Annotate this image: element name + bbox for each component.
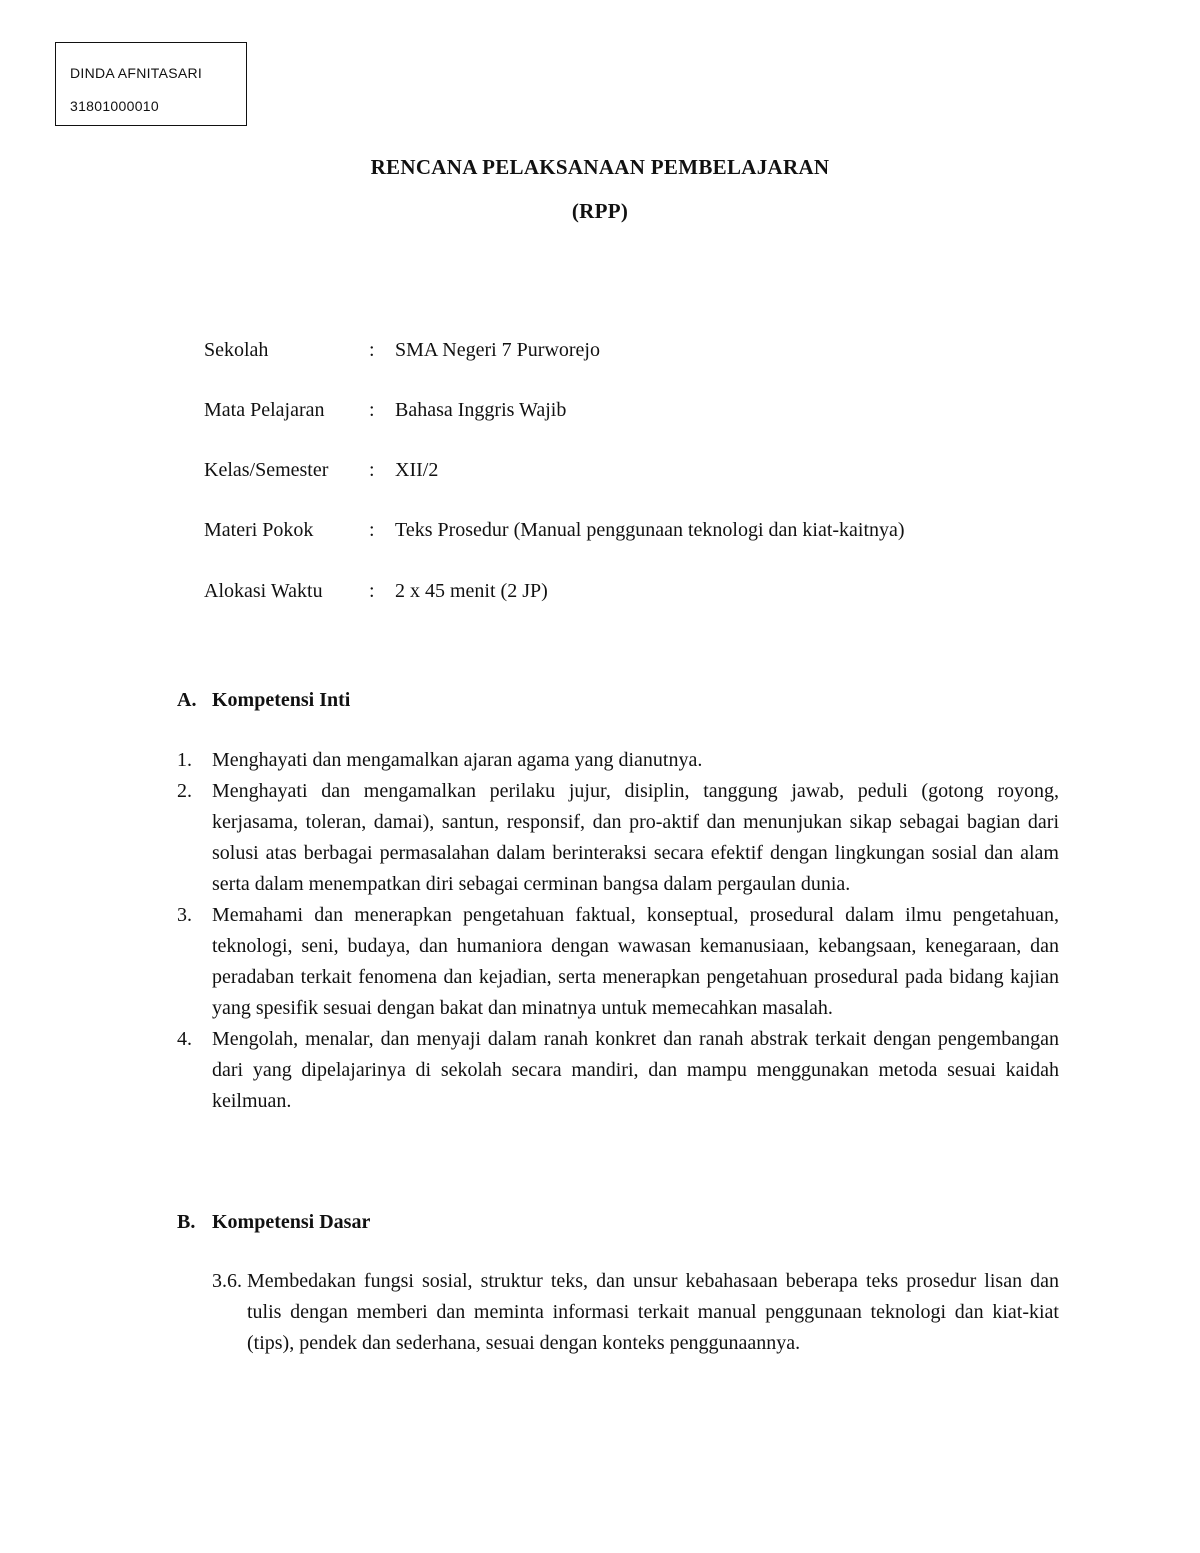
info-value: XII/2	[395, 459, 439, 481]
info-colon: :	[369, 580, 375, 602]
list-item	[177, 745, 1059, 776]
info-value: Teks Prosedur (Manual penggunaan teknologi dan kiat-kaitnya)	[395, 519, 905, 541]
info-value: SMA Negeri 7 Purworejo	[395, 339, 600, 361]
document-title: RENCANA PELAKSANAAN PEMBELAJARAN	[370, 155, 830, 179]
list-item-number: 3.	[177, 904, 192, 926]
list-item-text: Mengolah, menalar, dan menyaji dalam ranah konkret dan ranah abstrak terkait dengan pengembangan dari yang dipelajarinya di sekolah secara mandiri, dan mampu menggunakan metoda sesuai kaidah keilmuan.	[212, 1028, 1059, 1112]
info-value: 2 x 45 menit (2 JP)	[395, 580, 548, 602]
kd-item-text: Membedakan fungsi sosial, struktur teks, dan unsur kebahasaan beberapa teks prosedur lisan dan tulis dengan memberi dan meminta informasi terkait manual penggunaan teknologi dan kiat-kiat (tips), pendek dan sederhana, sesuai dengan konteks penggunaannya.	[247, 1270, 1059, 1354]
kompetensi-dasar-item	[212, 1266, 1059, 1359]
info-label: Sekolah	[204, 339, 269, 361]
list-item	[177, 776, 1059, 900]
student-name: DINDA AFNITASARI	[70, 65, 203, 81]
list-item-number: 1.	[177, 749, 192, 771]
info-label: Materi Pokok	[204, 519, 314, 541]
list-item-text: Memahami dan menerapkan pengetahuan faktual, konseptual, prosedural dalam ilmu pengetahuan, teknologi, seni, budaya, dan humaniora dengan wawasan kemanusiaan, kebangsaan, kenegaraan, dan peradaban terkait fenomena dan kejadian, serta menerapkan pengetahuan prosedural pada bidang kajian yang spesifik sesuai dengan bakat dan minatnya untuk memecahkan masalah.	[212, 904, 1059, 1019]
kompetensi-inti-list	[177, 745, 1059, 1117]
info-colon: :	[369, 339, 375, 361]
student-identity-box	[55, 42, 247, 126]
list-item	[177, 1024, 1059, 1117]
section-title: Kompetensi Dasar	[212, 1211, 371, 1233]
student-number: 31801000010	[70, 98, 159, 114]
kd-item-number: 3.6.	[212, 1270, 242, 1292]
info-colon: :	[369, 519, 375, 541]
section-letter: A.	[177, 689, 197, 711]
list-item-text: Menghayati dan mengamalkan ajaran agama yang dianutnya.	[212, 749, 703, 771]
list-item	[177, 900, 1059, 1024]
section-letter: B.	[177, 1211, 196, 1233]
info-colon: :	[369, 399, 375, 421]
document-subtitle: (RPP)	[571, 199, 629, 223]
list-item-number: 4.	[177, 1028, 192, 1050]
list-item-number: 2.	[177, 780, 192, 802]
info-colon: :	[369, 459, 375, 481]
list-item-text: Menghayati dan mengamalkan perilaku jujur, disiplin, tanggung jawab, peduli (gotong royong, kerjasama, toleran, damai), santun, responsif, dan pro-aktif dan menunjukan sikap sebagai bagian dari solusi atas berbagai permasalahan dalam berinteraksi secara efektif dengan lingkungan sosial dan alam serta dalam menempatkan diri sebagai cerminan bangsa dalam pergaulan dunia.	[212, 780, 1059, 895]
info-label: Kelas/Semester	[204, 459, 329, 481]
info-label: Alokasi Waktu	[204, 580, 323, 602]
info-label: Mata Pelajaran	[204, 399, 325, 421]
section-title: Kompetensi Inti	[212, 689, 351, 711]
info-value: Bahasa Inggris Wajib	[395, 399, 567, 421]
